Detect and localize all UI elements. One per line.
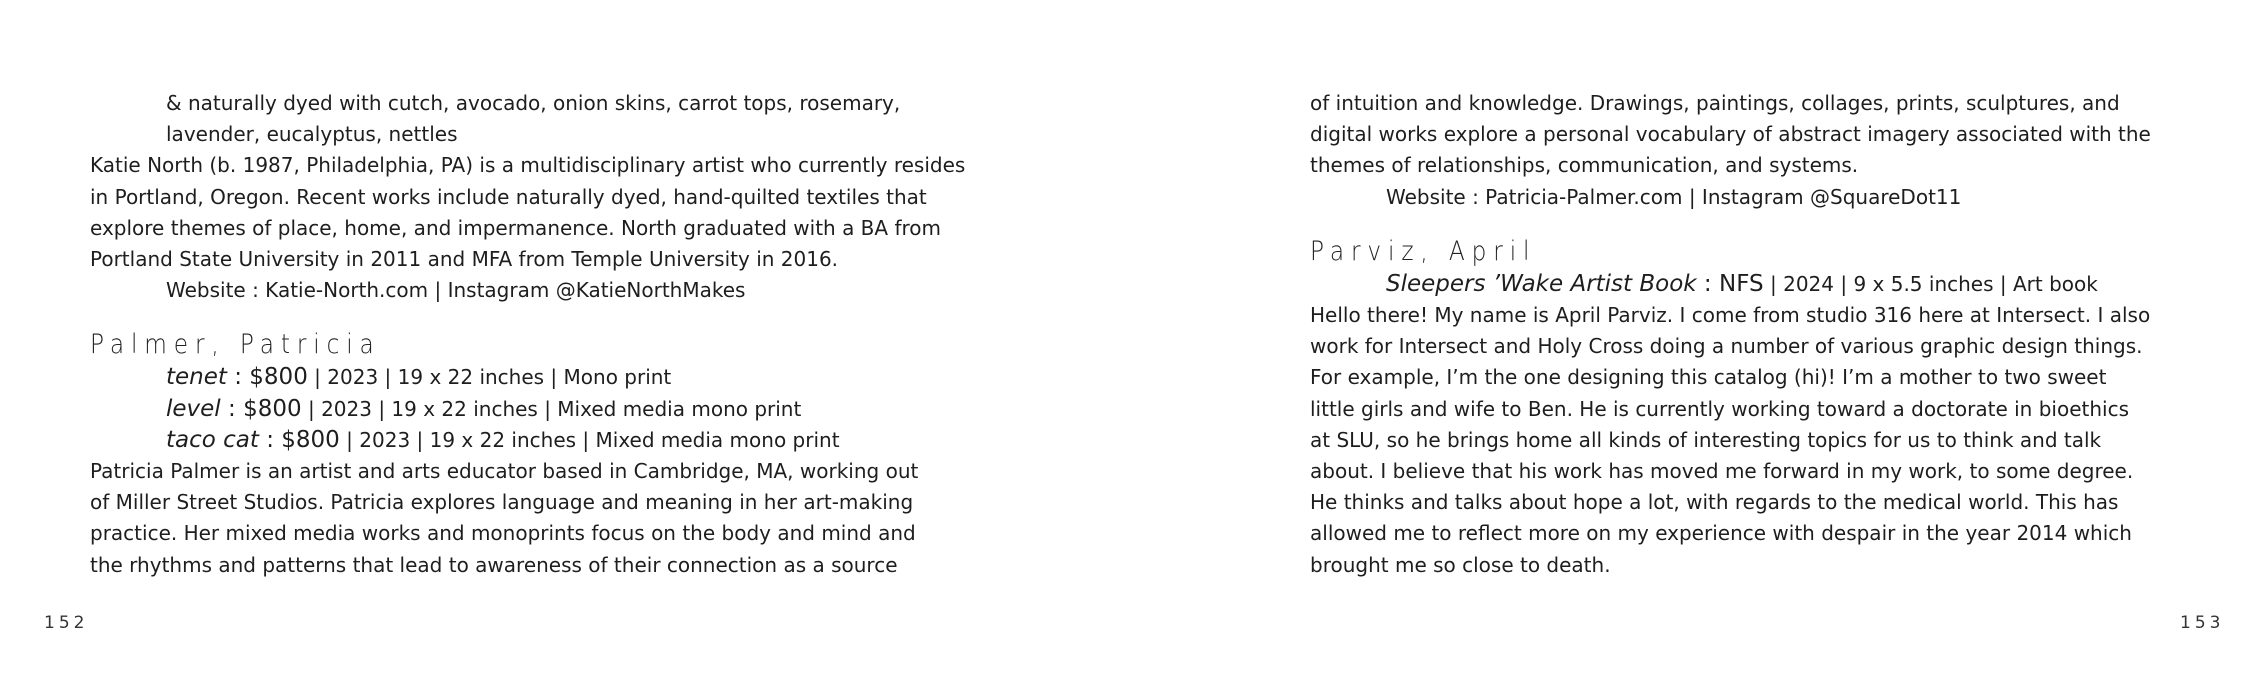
bio-line: the rhythms and patterns that lead to awareness of their connection as a source — [90, 552, 898, 577]
artist-name-heading: Palmer, Patricia — [90, 329, 381, 361]
bio-line: He thinks and talks about hope a lot, with regards to the medical world. This has — [1310, 490, 2119, 515]
artwork-price: : NFS — [1696, 270, 1764, 297]
bio-line: about. I believe that his work has moved me forward in my work, to some degree. — [1310, 459, 2134, 484]
bio-line: Patricia Palmer is an artist and arts educator based in Cambridge, MA, working out — [90, 459, 919, 484]
artwork-details: | 2024 | 9 x 5.5 inches | Art book — [1763, 271, 2098, 296]
artwork-title: tenet — [166, 364, 227, 391]
bio-line: Katie North (b. 1987, Philadelphia, PA) is a multidisciplinary artist who currently resides — [90, 153, 966, 178]
bio-line: Hello there! My name is April Parviz. I come from studio 316 here at Intersect. I also — [1310, 303, 2151, 328]
bio-line: allowed me to reflect more on my experience with despair in the year 2014 which — [1310, 521, 2132, 546]
bio-line: at SLU, so he brings home all kinds of interesting topics for us to think and talk — [1310, 427, 2102, 452]
artwork-details: | 2023 | 19 x 22 inches | Mixed media mono print — [339, 427, 840, 452]
artist-name-heading: Parviz, April — [1310, 235, 1537, 267]
artwork-details: | 2023 | 19 x 22 inches | Mono print — [307, 365, 672, 390]
artwork-title: Sleepers ’Wake Artist Book — [1386, 270, 1697, 297]
bio-line: Portland State University in 2011 and MFA from Temple University in 2016. — [90, 247, 839, 272]
bio-line: work for Intersect and Holy Cross doing a number of various graphic design things. — [1310, 334, 2143, 359]
left-page — [90, 88, 966, 581]
bio-line: in Portland, Oregon. Recent works include naturally dyed, hand-quilted textiles that — [90, 184, 927, 209]
artwork-entry — [90, 394, 950, 425]
bio-line: practice. Her mixed media works and monoprints focus on the body and mind and — [90, 521, 916, 546]
artwork-entry — [90, 362, 950, 393]
bio-line: For example, I’m the one designing this catalog (hi)! I’m a mother to two sweet — [1310, 365, 2107, 390]
continued-text-line: digital works explore a personal vocabulary of abstract imagery associated with the — [1310, 122, 2151, 147]
bio-line: brought me so close to death. — [1310, 552, 1611, 577]
bio-line: little girls and wife to Ben. He is currently working toward a doctorate in bioethics — [1310, 396, 2129, 421]
continued-text-line: lavender, eucalyptus, nettles — [166, 122, 458, 147]
artwork-title: level — [166, 395, 221, 422]
artwork-entry — [1310, 269, 2170, 300]
artwork-details: | 2023 | 19 x 22 inches | Mixed media mono print — [301, 396, 802, 421]
artwork-entry — [90, 425, 950, 456]
bio-line: explore themes of place, home, and impermanence. North graduated with a BA from — [90, 215, 941, 240]
artwork-price: : $800 — [258, 426, 340, 453]
continued-text-line: of intuition and knowledge. Drawings, paintings, collages, prints, sculptures, and — [1310, 91, 2120, 115]
page-number-left: 152 — [44, 613, 89, 633]
continued-text-line: themes of relationships, communication, and systems. — [1310, 153, 1859, 178]
website-line: Website : Patricia-Palmer.com | Instagram @SquareDot11 — [1386, 184, 1962, 209]
right-page — [1310, 88, 2170, 581]
artwork-price: : $800 — [220, 395, 302, 422]
website-line: Website : Katie-North.com | Instagram @KatieNorthMakes — [166, 278, 746, 303]
continued-text-line: & naturally dyed with cutch, avocado, onion skins, carrot tops, rosemary, — [166, 91, 901, 115]
artwork-title: taco cat — [166, 426, 259, 453]
bio-line: of Miller Street Studios. Patricia explores language and meaning in her art-making — [90, 490, 914, 515]
artwork-price: : $800 — [226, 364, 308, 391]
page-number-right: 153 — [2180, 613, 2225, 633]
